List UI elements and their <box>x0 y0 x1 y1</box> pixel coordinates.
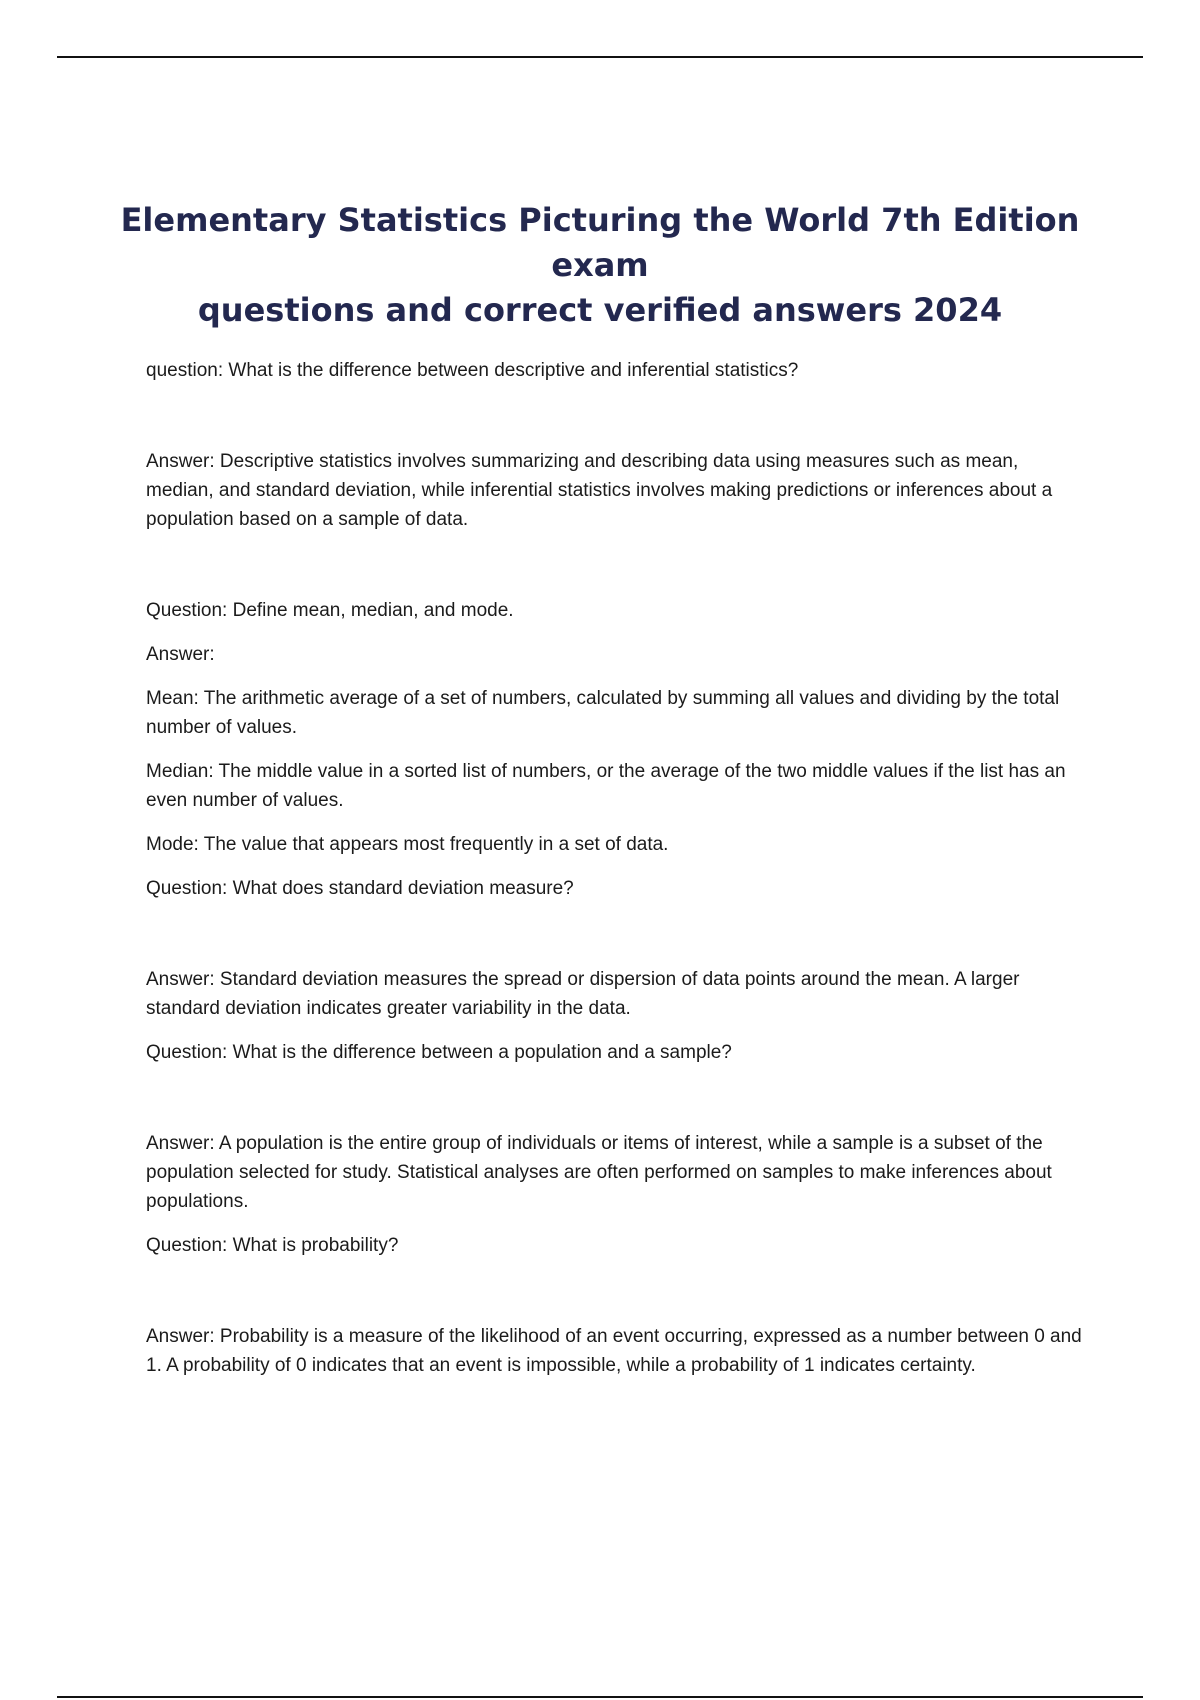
answer-4: Answer: A population is the entire group of individuals or items of interest, while a sample is a subset of the population selected for study. Statistical analyses are often performed on samples to make inferences about populations. <box>146 1133 1052 1212</box>
header-rule <box>57 56 1143 58</box>
answer-2-mode: Mode: The value that appears most frequently in a set of data. <box>146 834 669 855</box>
question-2: Question: Define mean, median, and mode. <box>146 600 514 621</box>
footer-rule <box>57 1696 1143 1698</box>
answer-3: Answer: Standard deviation measures the spread or dispersion of data points around the mean. A larger standard deviation indicates greater variability in the data. <box>146 969 1020 1019</box>
question-5: Question: What is probability? <box>146 1235 399 1256</box>
qa-content <box>146 356 1091 1380</box>
answer-1: Answer: Descriptive statistics involves summarizing and describing data using measures such as mean, median, and standard deviation, while inferential statistics involves making predictions or inferences about a population based on a sample of data. <box>146 451 1053 530</box>
answer-2-median: Median: The middle value in a sorted list of numbers, or the average of the two middle values if the list has an even number of values. <box>146 761 1066 811</box>
title-line-1: Elementary Statistics Picturing the World 7th Edition exam <box>120 201 1080 284</box>
document-title <box>100 198 1100 333</box>
answer-2-label: Answer: <box>146 644 215 665</box>
question-4: Question: What is the difference between a population and a sample? <box>146 1042 732 1063</box>
question-3: Question: What does standard deviation measure? <box>146 878 574 899</box>
answer-2-mean: Mean: The arithmetic average of a set of numbers, calculated by summing all values and dividing by the total number of values. <box>146 688 1060 738</box>
title-line-2: questions and correct verified answers 2024 <box>197 291 1003 329</box>
question-1: question: What is the difference between descriptive and inferential statistics? <box>146 360 799 381</box>
answer-5: Answer: Probability is a measure of the likelihood of an event occurring, expressed as a number between 0 and 1. A probability of 0 indicates that an event is impossible, while a probability of 1 indicates certainty. <box>146 1326 1082 1376</box>
